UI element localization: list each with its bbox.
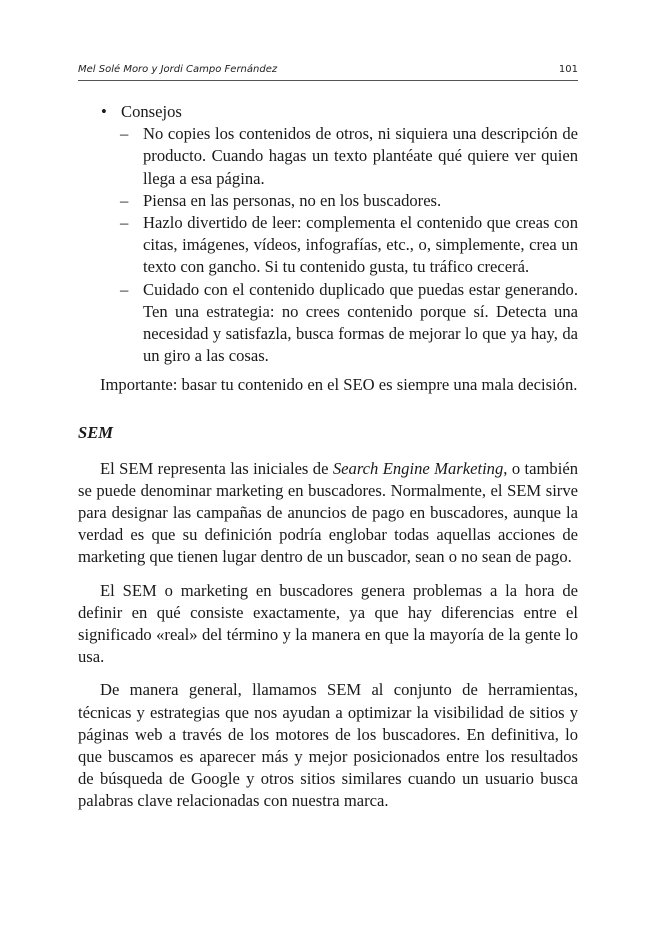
list-item xyxy=(78,123,578,190)
page-body xyxy=(78,101,578,813)
bullet-label: Consejos xyxy=(121,102,182,121)
dash-icon: – xyxy=(120,279,129,299)
list-item-text: Hazlo divertido de leer: complementa el contenido que creas con citas, imágenes, vídeos, infografías, etc., o, simplemente, crea un texto con gancho. Si tu contenido gusta, tu tráfico crecerá. xyxy=(143,213,578,277)
page-number: 101 xyxy=(558,64,578,75)
bullet-item xyxy=(78,101,578,123)
running-header xyxy=(78,62,578,80)
list-item xyxy=(78,190,578,212)
dash-icon: – xyxy=(120,190,129,210)
header-rule xyxy=(78,80,578,81)
paragraph: El SEM o marketing en buscadores genera problemas a la hora de definir en qué consiste exactamente, ya que hay diferencias entre el significado «real» del término y la manera en que la mayoría de la gente lo usa. xyxy=(78,580,578,667)
list-item xyxy=(78,279,578,368)
section-heading: SEM xyxy=(78,422,114,442)
list-item xyxy=(78,212,578,279)
paragraph-text: , o también se puede denominar marketing en buscadores. Normalmente, el SEM sirve para designar las campañas de anuncios de pago en buscadores, aunque la verdad es que su definición podría englobar todas aquellas acciones de marketing que tienen lugar dentro de un buscador, sean o no sean de pago. xyxy=(78,458,578,567)
dash-icon: – xyxy=(120,213,129,233)
list-item-text: No copies los contenidos de otros, ni siquiera una descripción de producto. Cuando hagas un texto plantéate qué quiere ver quien llega a esa página. xyxy=(143,124,578,188)
emphasis-term: Search Engine Marketing xyxy=(332,458,504,478)
dash-icon: – xyxy=(120,124,129,144)
dash-list xyxy=(78,123,578,367)
paragraph xyxy=(78,458,578,569)
list-item-text: Piensa en las personas, no en los buscadores. xyxy=(143,190,442,210)
paragraph-text: El SEM representa las iniciales de xyxy=(100,458,333,478)
paragraph: De manera general, llamamos SEM al conjunto de herramientas, técnicas y estrategias que nos ayudan a optimizar la visibilidad de sitios y páginas web a través de los motores de los buscadores. En definitiva, lo que buscamos es aparecer más y mejor posicionados entre los resultados de búsqueda de Google y otros sitios similares cuando un usuario busca palabras clave relacionadas con nuestra marca. xyxy=(78,680,578,811)
list-item-text: Cuidado con el contenido duplicado que puedas estar generando. Ten una estrategia: no crees contenido porque sí. Detecta una necesidad y satisfazla, busca formas de mejorar lo que ya hay, da un giro a las cosas. xyxy=(143,279,578,366)
bullet-icon: • xyxy=(101,102,107,121)
header-author: Mel Solé Moro y Jordi Campo Fernández xyxy=(78,64,278,75)
important-note: Importante: basar tu contenido en el SEO es siempre una mala decisión. xyxy=(100,375,578,395)
